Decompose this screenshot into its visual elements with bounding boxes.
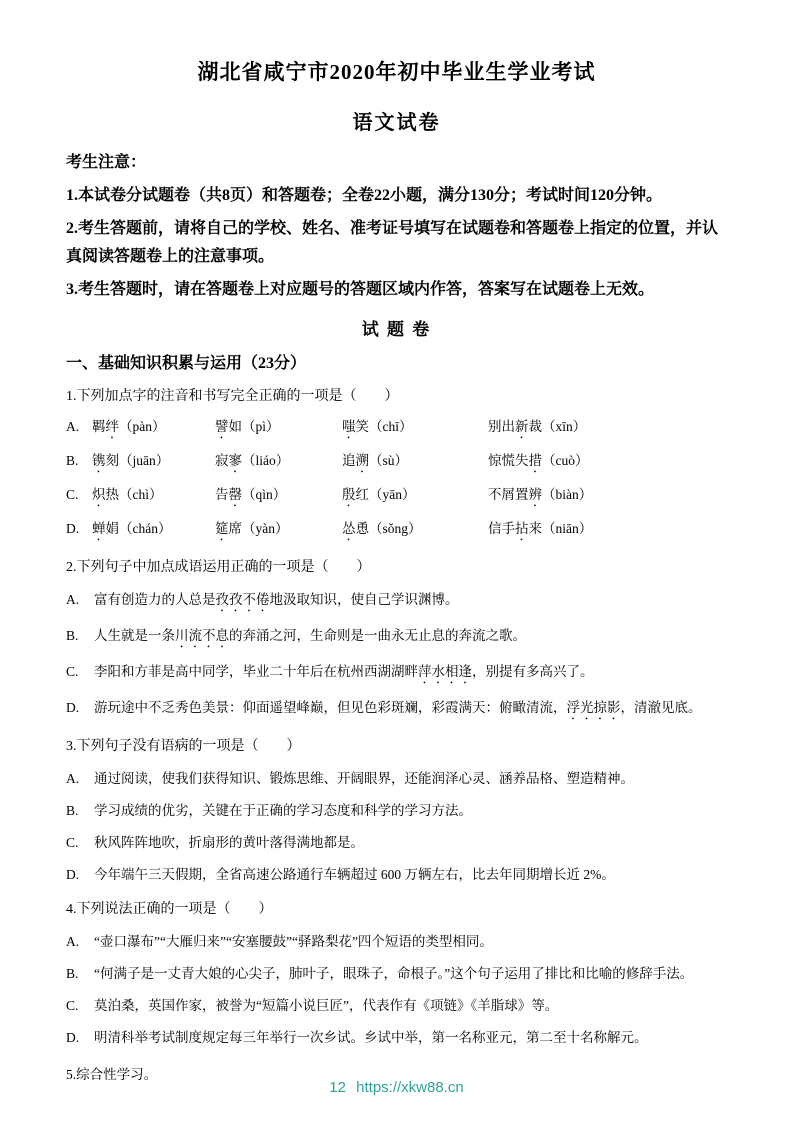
option-text: 人生就是一条川流不息的奔涌之河，生命则是一曲永无止息的奔流之歌。 [94,627,526,643]
option-text: 莫泊桑，英国作家，被誉为“短篇小说巨匠”，代表作有《项链》《羊脂球》等。 [94,997,559,1013]
option-label: A. [66,933,80,949]
question-3 [66,736,727,886]
footer-url: https://xkw88.cn [356,1079,464,1096]
option-label: D. [66,699,80,715]
option-label: B. [66,965,79,981]
q2-option-d [66,697,727,723]
word-cell: 筵席（yàn） [215,520,289,536]
q4-option-c [66,995,727,1017]
option-label: B. [66,802,79,818]
q2-option-b [66,625,727,651]
word-cell: 追溯（sù） [342,452,409,468]
q4-option-b [66,963,727,985]
q4-stem: 4.下列说法正确的一项是（ ） [66,901,273,917]
notice-item-2: 2.考生答题前，请将自己的学校、姓名、准考证号填写在试题卷和答题卷上指定的位置，并认真阅读答题卷上的注意事项。 [66,220,719,265]
notice-section [66,149,727,303]
q1-option-b [66,449,727,476]
q1-stem: 1.下列加点字的注音和书写完全正确的一项是（ ） [66,388,399,404]
option-label: A. [66,770,80,786]
word-cell: 别出新裁（xīn） [488,418,587,434]
q5-stem: 5.综合性学习。 [66,1066,158,1082]
q3-option-c [66,832,727,854]
q3-option-d [66,864,727,886]
word-cell: 炽热（chì） [92,486,163,502]
page-number: 12 [329,1079,346,1096]
notice-heading: 考生注意： [66,154,147,171]
q3-stem: 3.下列句子没有语病的一项是（ ） [66,738,301,754]
option-text: 富有创造力的人总是孜孜不倦地汲取知识，使自己学识渊博。 [94,591,459,607]
option-label: C. [66,834,79,850]
question-1 [66,386,727,544]
q4-option-d [66,1027,727,1049]
option-text: 今年端午三天假期，全省高速公路通行车辆超过 600 万辆左右，比去年同期增长近 2%。 [94,866,615,882]
notice-item-1: 1.本试卷分试题卷（共8页）和答题卷；全卷22小题，满分130分；考试时间120分钟。 [66,187,663,205]
exam-subtitle: 语文试卷 [352,112,441,134]
q2-option-c [66,661,727,687]
word-cell: 信手拈来（niān） [488,520,593,536]
option-label: D. [66,1029,80,1045]
option-text: 通过阅读，使我们获得知识、锻炼思维、开阔眼界，还能润泽心灵、涵养品格、塑造精神。 [94,770,634,786]
q3-option-b [66,800,727,822]
q3-option-a [66,768,727,790]
q1-option-c [66,483,727,510]
word-cell: 羁绊（pàn） [92,418,166,434]
word-cell: 怂恿（sǒng） [342,520,422,536]
paper-title: 试 题 卷 [361,319,432,339]
option-text: “何满子是一丈青大娘的心尖子，肺叶子，眼珠子，命根子。”这个句子运用了排比和比喻的修辞手法。 [94,965,694,981]
option-label: B. [66,452,79,468]
word-cell: 蝉娟（chán） [92,520,172,536]
option-label: D. [66,866,80,882]
q2-stem: 2.下列句子中加点成语运用正确的一项是（ ） [66,559,371,575]
notice-item-3: 3.考生答题时，请在答题卷上对应题号的答题区域内作答，答案写在试题卷上无效。 [66,280,655,298]
option-text: 学习成绩的优劣，关键在于正确的学习态度和科学的学习方法。 [94,802,472,818]
option-label: A. [66,591,80,607]
question-2 [66,557,727,723]
section-1-heading: 一、基础知识积累与运用（23分） [66,354,307,372]
option-label: D. [66,520,80,536]
option-label: C. [66,663,79,679]
word-cell: 告罄（qìn） [215,486,287,502]
option-label: C. [66,997,79,1013]
option-text: “壶口瀑布”“大雁归来”“安塞腰鼓”“驿路梨花”四个短语的类型相同。 [94,933,493,949]
page-footer [0,1079,793,1096]
option-label: A. [66,418,80,434]
q2-option-a [66,589,727,615]
q1-option-d [66,517,727,544]
question-4 [66,899,727,1049]
option-label: C. [66,486,79,502]
q1-option-a [66,415,727,442]
option-text: 明清科举考试制度规定每三年举行一次乡试。乡试中举，第一名称亚元，第二至十名称解元。 [94,1029,648,1045]
word-cell: 殷红（yān） [342,486,416,502]
option-text: 秋风阵阵地吹，折扇形的黄叶落得满地都是。 [94,834,364,850]
option-label: B. [66,627,79,643]
exam-title: 湖北省咸宁市2020年初中毕业生学业考试 [197,60,596,84]
word-cell: 不屑置辨（biàn） [488,486,593,502]
word-cell: 惊慌失措（cuò） [488,452,589,468]
word-cell: 嗤笑（chī） [342,418,413,434]
option-text: 游玩途中不乏秀色美景：仰面遥望峰巅，但见色彩斑斓，彩霞满天：俯瞰清流，浮光掠影，清澈见底。 [94,699,702,715]
word-cell: 镌刻（juān） [92,452,170,468]
word-cell: 譬如（pì） [215,418,280,434]
option-text: 李阳和方菲是高中同学，毕业二十年后在杭州西湖湖畔萍水相逢，别提有多高兴了。 [94,663,594,679]
word-cell: 寂寥（liáo） [215,452,290,468]
q4-option-a [66,931,727,953]
